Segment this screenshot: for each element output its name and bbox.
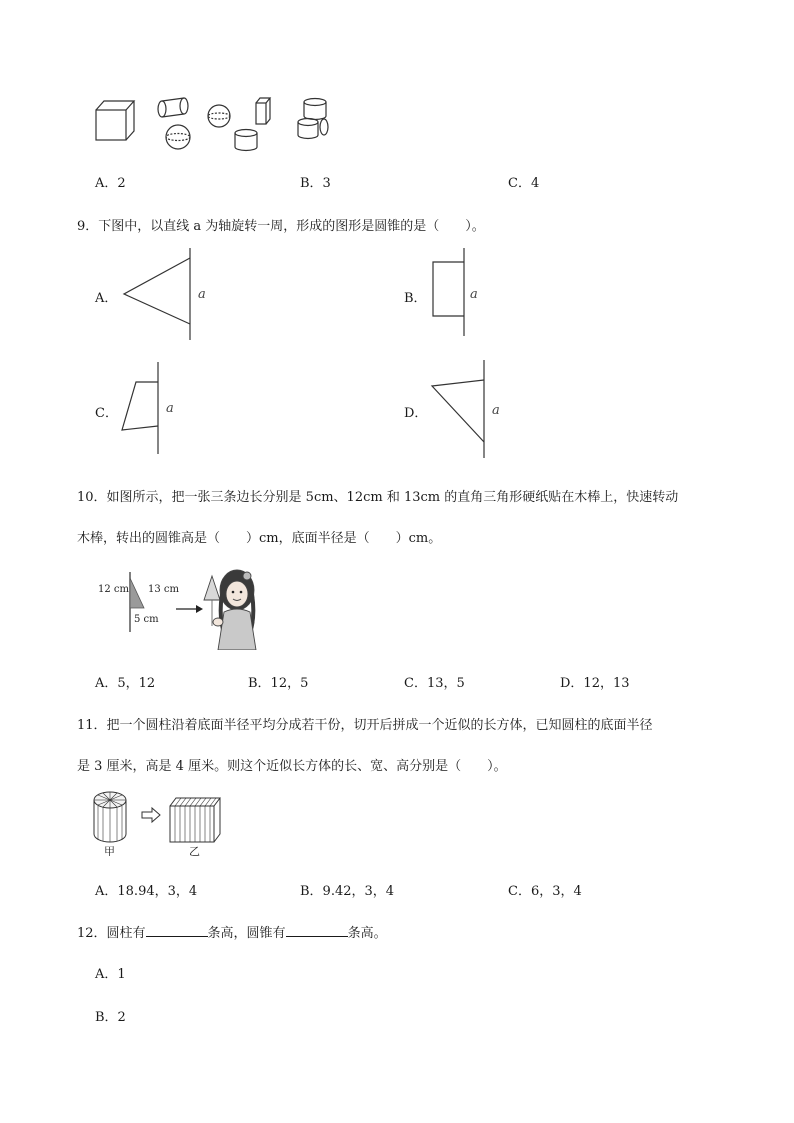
q9-option-c[interactable]: C． [95,406,118,421]
q12-blank-cylinder[interactable] [146,924,208,937]
q10-label-13cm: 13 cm [148,584,179,595]
q9-axis-label-b: a [470,287,478,302]
q9-axis-label-a: a [198,287,206,302]
q11-figure [86,786,236,856]
q10-option-d[interactable]: D．12，13 [560,676,630,691]
q9-option-d[interactable]: D． [404,406,428,421]
q11-option-a[interactable]: A．18.94，3，4 [95,884,198,899]
q11-stem-line2: 是 3 厘米，高是 4 厘米。则这个近似长方体的长、宽、高分别是（ ）。 [77,759,507,774]
q8-option-b[interactable]: B．3 [300,176,331,191]
q10-label-12cm: 12 cm [98,584,129,595]
q12-stem-part2: 条高，圆锥有 [207,926,286,941]
q10-label-5cm: 5 cm [134,614,159,625]
q9-figure-c [118,360,198,456]
q9-figure-d [428,358,518,460]
q12-stem-part1: 12．圆柱有 [77,926,146,941]
q9-option-a[interactable]: A． [95,291,118,306]
q11-stem-line1: 11．把一个圆柱沿着底面半径平均分成若干份，切开后拼成一个近似的长方体，已知圆柱的底面半径 [77,718,653,733]
q9-figure-a [118,246,218,342]
q9-option-b[interactable]: B． [404,291,427,306]
q12-stem [77,922,387,941]
q12-option-b[interactable]: B．2 [95,1010,126,1025]
q10-stem-line2: 木棒，转出的圆锥高是（ ）cm，底面半径是（ ）cm。 [77,531,442,546]
q9-axis-label-d: a [492,403,500,418]
q12-blank-cone[interactable] [286,924,348,937]
q9-figure-b [428,246,498,338]
q10-option-b[interactable]: B．12，5 [248,676,309,691]
q12-stem-part3: 条高。 [347,926,387,941]
q11-option-c[interactable]: C．6，3，4 [508,884,582,899]
q10-figure [96,566,266,650]
q10-stem-line1: 10．如图所示，把一张三条边长分别是 5cm、12cm 和 13cm 的直角三角形硬纸贴在木棒上，快速转动 [77,490,679,505]
q10-option-a[interactable]: A．5，12 [95,676,156,691]
q11-label-jia: 甲 [104,845,115,856]
q9-stem: 9．下图中，以直线 a 为轴旋转一周，形成的图形是圆锥的是（ ）。 [77,219,485,234]
q11-option-b[interactable]: B．9.42，3，4 [300,884,395,899]
q11-label-yi: 乙 [189,845,200,856]
girl-illustration [204,570,256,650]
q8-option-c[interactable]: C．4 [508,176,540,191]
q12-option-a[interactable]: A．1 [95,967,126,982]
q10-option-c[interactable]: C．13，5 [404,676,465,691]
q8-option-a[interactable]: A．2 [95,176,126,191]
q9-axis-label-c: a [166,401,174,416]
q8-solids-figure [90,92,340,154]
